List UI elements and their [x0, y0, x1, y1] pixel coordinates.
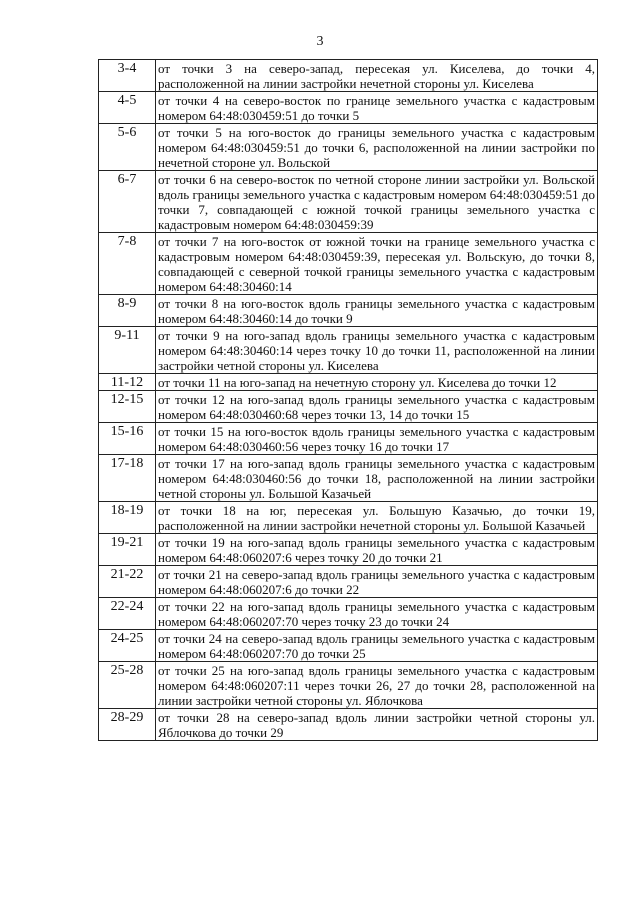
description-cell: от точки 17 на юго-запад вдоль границы земельного участка с кадастровым номером 64:48:030460:56 до точки 18, расположенной на линии застройки четной стороны ул. Большой Казачьей [156, 455, 598, 502]
segment-cell: 7-8 [99, 233, 156, 295]
segment-cell: 9-11 [99, 327, 156, 374]
description-cell: от точки 19 на юго-запад вдоль границы земельного участка с кадастровым номером 64:48:060207:6 через точку 20 до точки 21 [156, 534, 598, 566]
segment-cell: 25-28 [99, 662, 156, 709]
table-row [99, 391, 598, 423]
table-row [99, 124, 598, 171]
table-row [99, 233, 598, 295]
segment-cell: 19-21 [99, 534, 156, 566]
segment-cell: 18-19 [99, 502, 156, 534]
table-row [99, 60, 598, 92]
table-row [99, 423, 598, 455]
segment-cell: 12-15 [99, 391, 156, 423]
description-cell: от точки 24 на северо-запад вдоль границы земельного участка с кадастровым номером 64:48:060207:70 до точки 25 [156, 630, 598, 662]
table-row [99, 662, 598, 709]
description-cell: от точки 11 на юго-запад на нечетную сторону ул. Киселева до точки 12 [156, 374, 598, 391]
segment-cell: 5-6 [99, 124, 156, 171]
description-cell: от точки 6 на северо-восток по четной стороне линии застройки ул. Вольской вдоль границы земельного участка с кадастровым номером 64:48:030459:51 до точки 7, совпадающей с южной точкой границы земельного участка с кадастровым номером 64:48:030459:39 [156, 171, 598, 233]
description-cell: от точки 28 на северо-запад вдоль линии застройки четной стороны ул. Яблочкова до точки 29 [156, 709, 598, 741]
boundary-description-table [98, 59, 598, 741]
description-cell: от точки 3 на северо-запад, пересекая ул. Киселева, до точки 4, расположенной на линии застройки нечетной стороны ул. Киселева [156, 60, 598, 92]
description-cell: от точки 21 на северо-запад вдоль границы земельного участка с кадастровым номером 64:48:060207:6 до точки 22 [156, 566, 598, 598]
segment-cell: 8-9 [99, 295, 156, 327]
segment-cell: 21-22 [99, 566, 156, 598]
segment-cell: 24-25 [99, 630, 156, 662]
table-row [99, 709, 598, 741]
description-cell: от точки 25 на юго-запад вдоль границы земельного участка с кадастровым номером 64:48:060207:11 через точки 26, 27 до точки 28, расположенной на линии застройки четной стороны ул. Яблочкова [156, 662, 598, 709]
table-row [99, 630, 598, 662]
table-row [99, 327, 598, 374]
description-cell: от точки 8 на юго-восток вдоль границы земельного участка с кадастровым номером 64:48:30460:14 до точки 9 [156, 295, 598, 327]
description-cell: от точки 7 на юго-восток от южной точки на границе земельного участка с кадастровым номером 64:48:030459:39, пересекая ул. Вольскую, до точки 8, совпадающей с северной точкой границы земельного участка с кадастровым номером 64:48:30460:14 [156, 233, 598, 295]
description-cell: от точки 9 на юго-запад вдоль границы земельного участка с кадастровым номером 64:48:30460:14 через точку 10 до точки 11, расположенной на линии застройки четной стороны ул. Киселева [156, 327, 598, 374]
page-number: 3 [316, 34, 324, 49]
segment-cell: 3-4 [99, 60, 156, 92]
table-row [99, 598, 598, 630]
table-row [99, 502, 598, 534]
segment-cell: 17-18 [99, 455, 156, 502]
table-row [99, 455, 598, 502]
table-row [99, 534, 598, 566]
segment-cell: 6-7 [99, 171, 156, 233]
segment-cell: 22-24 [99, 598, 156, 630]
table-row [99, 92, 598, 124]
description-cell: от точки 12 на юго-запад вдоль границы земельного участка с кадастровым номером 64:48:030460:68 через точки 13, 14 до точки 15 [156, 391, 598, 423]
table-row [99, 566, 598, 598]
table-row [99, 374, 598, 391]
segment-cell: 28-29 [99, 709, 156, 741]
segment-cell: 11-12 [99, 374, 156, 391]
description-cell: от точки 5 на юго-восток до границы земельного участка с кадастровым номером 64:48:030459:51 до точки 6, расположенной на линии застройки по нечетной стороне ул. Вольской [156, 124, 598, 171]
table-row [99, 171, 598, 233]
description-cell: от точки 15 на юго-восток вдоль границы земельного участка с кадастровым номером 64:48:030460:56 через точку 16 до точки 17 [156, 423, 598, 455]
segment-cell: 4-5 [99, 92, 156, 124]
table-row [99, 295, 598, 327]
description-cell: от точки 18 на юг, пересекая ул. Большую Казачью, до точки 19, расположенной на линии застройки нечетной стороны ул. Большой Казачьей [156, 502, 598, 534]
description-cell: от точки 22 на юго-запад вдоль границы земельного участка с кадастровым номером 64:48:060207:70 через точку 23 до точки 24 [156, 598, 598, 630]
segment-cell: 15-16 [99, 423, 156, 455]
description-cell: от точки 4 на северо-восток по границе земельного участка с кадастровым номером 64:48:030459:51 до точки 5 [156, 92, 598, 124]
